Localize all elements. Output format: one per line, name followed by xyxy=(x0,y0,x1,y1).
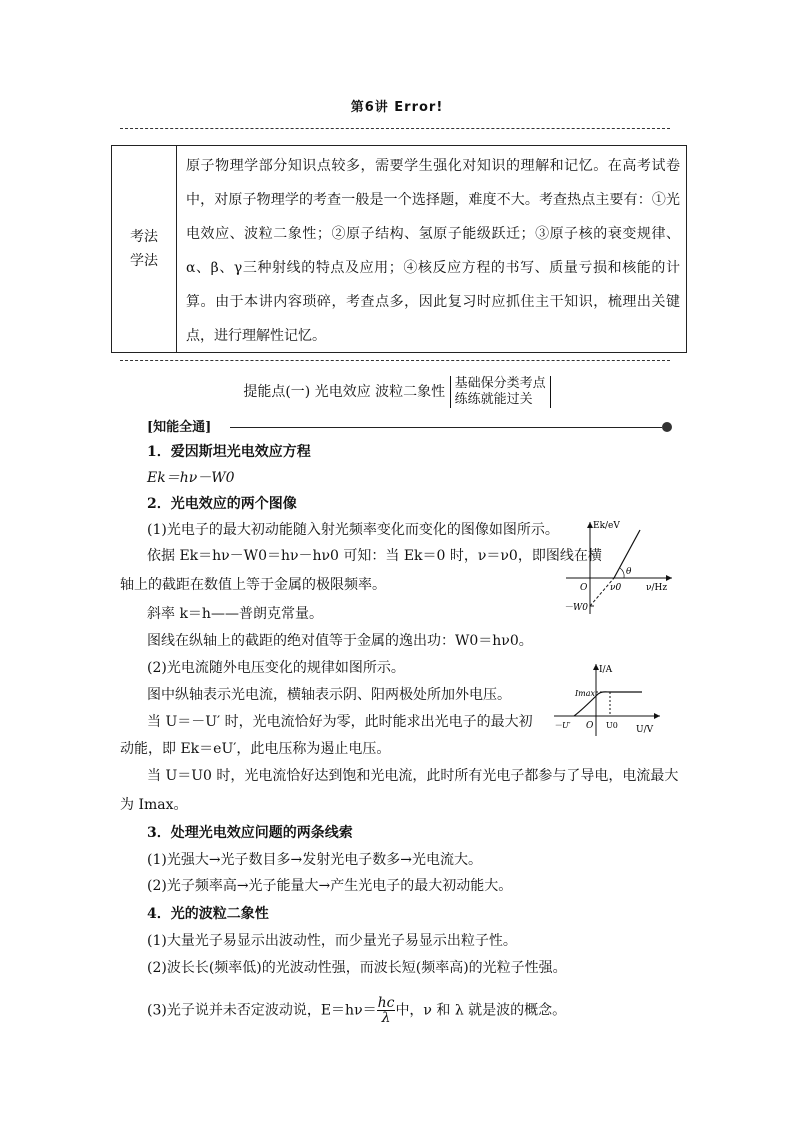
i-u-graph xyxy=(550,660,670,742)
kaofa-label xyxy=(112,146,177,352)
fig1-theta: θ xyxy=(626,567,632,577)
equation-1: Ek＝hν－W0 xyxy=(147,470,235,486)
bracket-line-2: 练练就能过关 xyxy=(454,392,533,407)
bracket-line-1: 基础保分类考点 xyxy=(454,376,546,391)
divider-top xyxy=(120,128,670,129)
kaofa-box xyxy=(111,145,687,353)
section-title: 提能点(一) 光电效应 波粒二象性 xyxy=(243,384,446,400)
para-2-2a: 依据 Ek＝hν－W0＝hν－hν0 可知：当 Ek＝0 时，ν＝ν0，即图线在横 xyxy=(147,548,602,564)
divider-bottom xyxy=(120,360,670,361)
para-4-1: (1)大量光子易显示出波动性，而少量光子易显示出粒子性。 xyxy=(147,933,517,949)
para-2-4: 图线在纵轴上的截距的绝对值等于金属的逸出功：W0＝hν0。 xyxy=(147,633,533,649)
fig1-xlabel: ν/Hz xyxy=(646,583,668,593)
fig1-w0: －W0 xyxy=(564,603,588,613)
subhead-rule xyxy=(230,427,662,428)
fig1-origin: O xyxy=(580,583,588,593)
heading-3: 3．处理光电效应问题的两条线索 xyxy=(147,825,353,841)
fig2-ylabel: I/A xyxy=(599,665,613,675)
fig1-nu0: ν0 xyxy=(610,583,622,593)
kaofa-label-2: 学法 xyxy=(130,253,158,269)
heading-4: 4．光的波粒二象性 xyxy=(147,906,269,922)
kaofa-text: 原子物理学部分知识点较多，需要学生强化对知识的理解和记忆。在高考试卷中，对原子物理学的考查一般是一个选择题，难度不大。考查热点主要有：①光电效应、波粒二象性；②原子结构、氢原子能级跃迁；③原子核的衰变规律、α、β、γ三种射线的特点及应用；④核反应方程的书写、质量亏损和核能的计算。由于本讲内容琐碎，考查点多，因此复习时应抓住主干知识，梳理出关键点，进行理解性记忆。 xyxy=(186,158,680,344)
para-4-3-tail: 中，ν 和 λ 就是波的概念。 xyxy=(395,1002,567,1019)
heading-1: 1．爱因斯坦光电效应方程 xyxy=(147,444,311,460)
subhead-dot xyxy=(662,422,672,432)
fraction-denominator: λ xyxy=(381,1010,391,1026)
heading-2: 2．光电效应的两个图像 xyxy=(147,496,297,512)
fig1-ylabel: Ek/eV xyxy=(593,521,620,531)
para-2-3: 斜率 k＝h——普朗克常量。 xyxy=(147,606,323,622)
fig2-xlabel: U/V xyxy=(636,725,654,735)
subhead-zhineng: [知能全通] xyxy=(147,420,212,435)
para-2-8a: 当 U＝U0 时，光电流恰好达到饱和光电流，此时所有光电子都参与了导电，电流最大 xyxy=(147,768,679,784)
para-2-5: (2)光电流随外电压变化的规律如图所示。 xyxy=(147,660,405,676)
section-heading xyxy=(0,376,794,408)
para-3-2: (2)光子频率高→光子能量大→产生光电子的最大初动能大。 xyxy=(147,878,513,894)
para-4-3 xyxy=(147,996,566,1025)
para-2-7b: 动能，即 Ek＝eU′，此电压称为遏止电压。 xyxy=(120,741,391,757)
para-2-8b: 为 Imax。 xyxy=(120,797,188,813)
page-title: 第6讲 Error! xyxy=(350,100,444,115)
para-2-1: (1)光电子的最大初动能随入射光频率变化而变化的图像如图所示。 xyxy=(147,522,559,538)
fig2-origin: O xyxy=(586,721,594,731)
para-4-2: (2)波长长(频率低)的光波动性强，而波长短(频率高)的光粒子性强。 xyxy=(147,960,567,976)
fraction xyxy=(377,996,396,1025)
kaofa-label-1: 考法 xyxy=(130,229,158,245)
fig2-imax: Imax xyxy=(575,689,596,698)
fig2-uprime: －U′ xyxy=(554,721,571,730)
para-3-1: (1)光强大→光子数目多→发射光电子数多→光电流大。 xyxy=(147,852,483,868)
para-4-3-lead: (3)光子说并未否定波动说，E＝hν＝ xyxy=(147,1002,377,1019)
para-2-7a: 当 U＝－U′ 时，光电流恰好为零，此时能求出光电子的最大初 xyxy=(147,714,533,730)
para-2-6: 图中纵轴表示光电流，横轴表示阴、阳两极处所加外电压。 xyxy=(147,687,511,703)
fig2-u0: U0 xyxy=(606,721,618,730)
section-bracket xyxy=(450,376,551,408)
fraction-numerator: hc xyxy=(377,995,395,1011)
para-2-2b: 轴上的截距在数值上等于金属的极限频率。 xyxy=(120,577,386,593)
ek-nu-graph xyxy=(560,516,680,616)
